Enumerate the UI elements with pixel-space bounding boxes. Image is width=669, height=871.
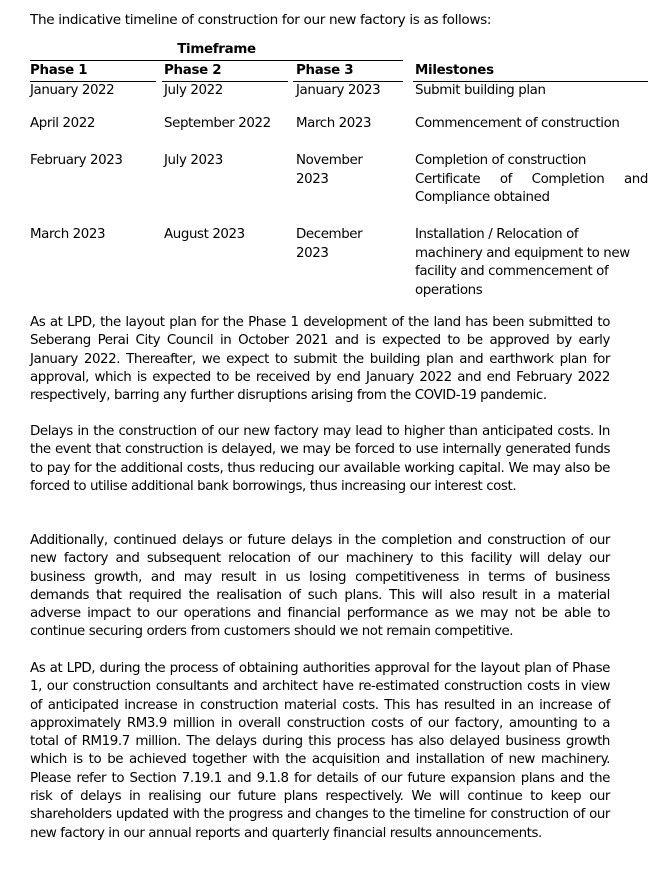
cell-phase-3: November 2023 <box>296 153 363 187</box>
intro-sentence: The indicative timeline of construction for our new factory is as follows: <box>30 12 492 28</box>
cell-phase-3: March 2023 <box>296 116 372 131</box>
cell-phase-1: January 2022 <box>30 83 115 98</box>
paragraph-business-impact: Additionally, continued delays or future delays in the completion and construction of our new factory and subsequent relocation of our machinery to this facility will delay our business growth, and may result in us losing competitiveness in terms of business demands that required the realisation of such plans. This will also result in a material adverse impact to our operations and financial performance as we may not be able to continue securing orders from customers should we not remain competitive. <box>30 533 610 640</box>
cell-milestone-extra: Certificate of Completion and Compliance obtained <box>415 171 648 205</box>
paragraph-delay-costs: Delays in the construction of our new factory may lead to higher than anticipated costs. In the event that construction is delayed, we may be forced to use internally generated funds to pay for the additional costs, thus reducing our available working capital. We may also be forced to utilise additional bank borrowings, thus increasing our interest cost. <box>30 424 610 494</box>
paragraph-layout-plan: As at LPD, the layout plan for the Phase 1 development of the land has been submitted to Seberang Perai City Council in October 2021 and is expected to be approved by early January 2022. Thereafter, we expect to submit the building plan and earthwork plan for approval, which is expected to be received by end January 2022 and end February 2022 respectively, barring any further disruptions arising from the COVID-19 pandemic. <box>30 315 610 404</box>
cell-phase-2: July 2023 <box>164 153 223 168</box>
header-milestones: Milestones <box>415 63 494 78</box>
cell-phase-2: July 2022 <box>164 83 223 98</box>
paragraph-cost-reestimate: As at LPD, during the process of obtaining authorities approval for the layout plan of Phase 1, our construction consultants and architect have re-estimated construction costs in view of anticipated increase in construction material costs. This has resulted in an increase of approximately RM3.9 million in overall construction costs of our factory, amounting to a total of RM19.7 million. The delays during this process has also delayed business growth which is to be achieved together with the acquisition and installation of new machinery. Please refer to Section 7.19.1 and 9.1.8 for details of our future expansion plans and the risk of delays in realising our future plans respectively. We will continue to keep our shareholders updated with the progress and changes to the timeline for construction of our new factory in our annual reports and quarterly financial results announcements. <box>30 661 610 841</box>
cell-phase-3: December 2023 <box>296 227 363 261</box>
header-phase-3: Phase 3 <box>296 63 354 78</box>
cell-milestone: Submit building plan <box>415 83 546 98</box>
cell-phase-3: January 2023 <box>296 83 381 98</box>
cell-phase-2: September 2022 <box>164 116 271 131</box>
cell-phase-2: August 2023 <box>164 227 245 242</box>
cell-milestone: Installation / Relocation of machinery and equipment to new facility and commencement of operations <box>415 227 630 298</box>
cell-milestone: Commencement of construction <box>415 116 620 131</box>
header-phase-2: Phase 2 <box>164 63 222 78</box>
cell-milestone: Completion of construction <box>415 153 586 168</box>
timeframe-group-header: Timeframe <box>177 42 256 57</box>
header-phase-1: Phase 1 <box>30 63 88 78</box>
cell-phase-1: February 2023 <box>30 153 123 168</box>
cell-phase-1: March 2023 <box>30 227 106 242</box>
cell-phase-1: April 2022 <box>30 116 95 131</box>
timeframe-rule <box>30 60 403 61</box>
